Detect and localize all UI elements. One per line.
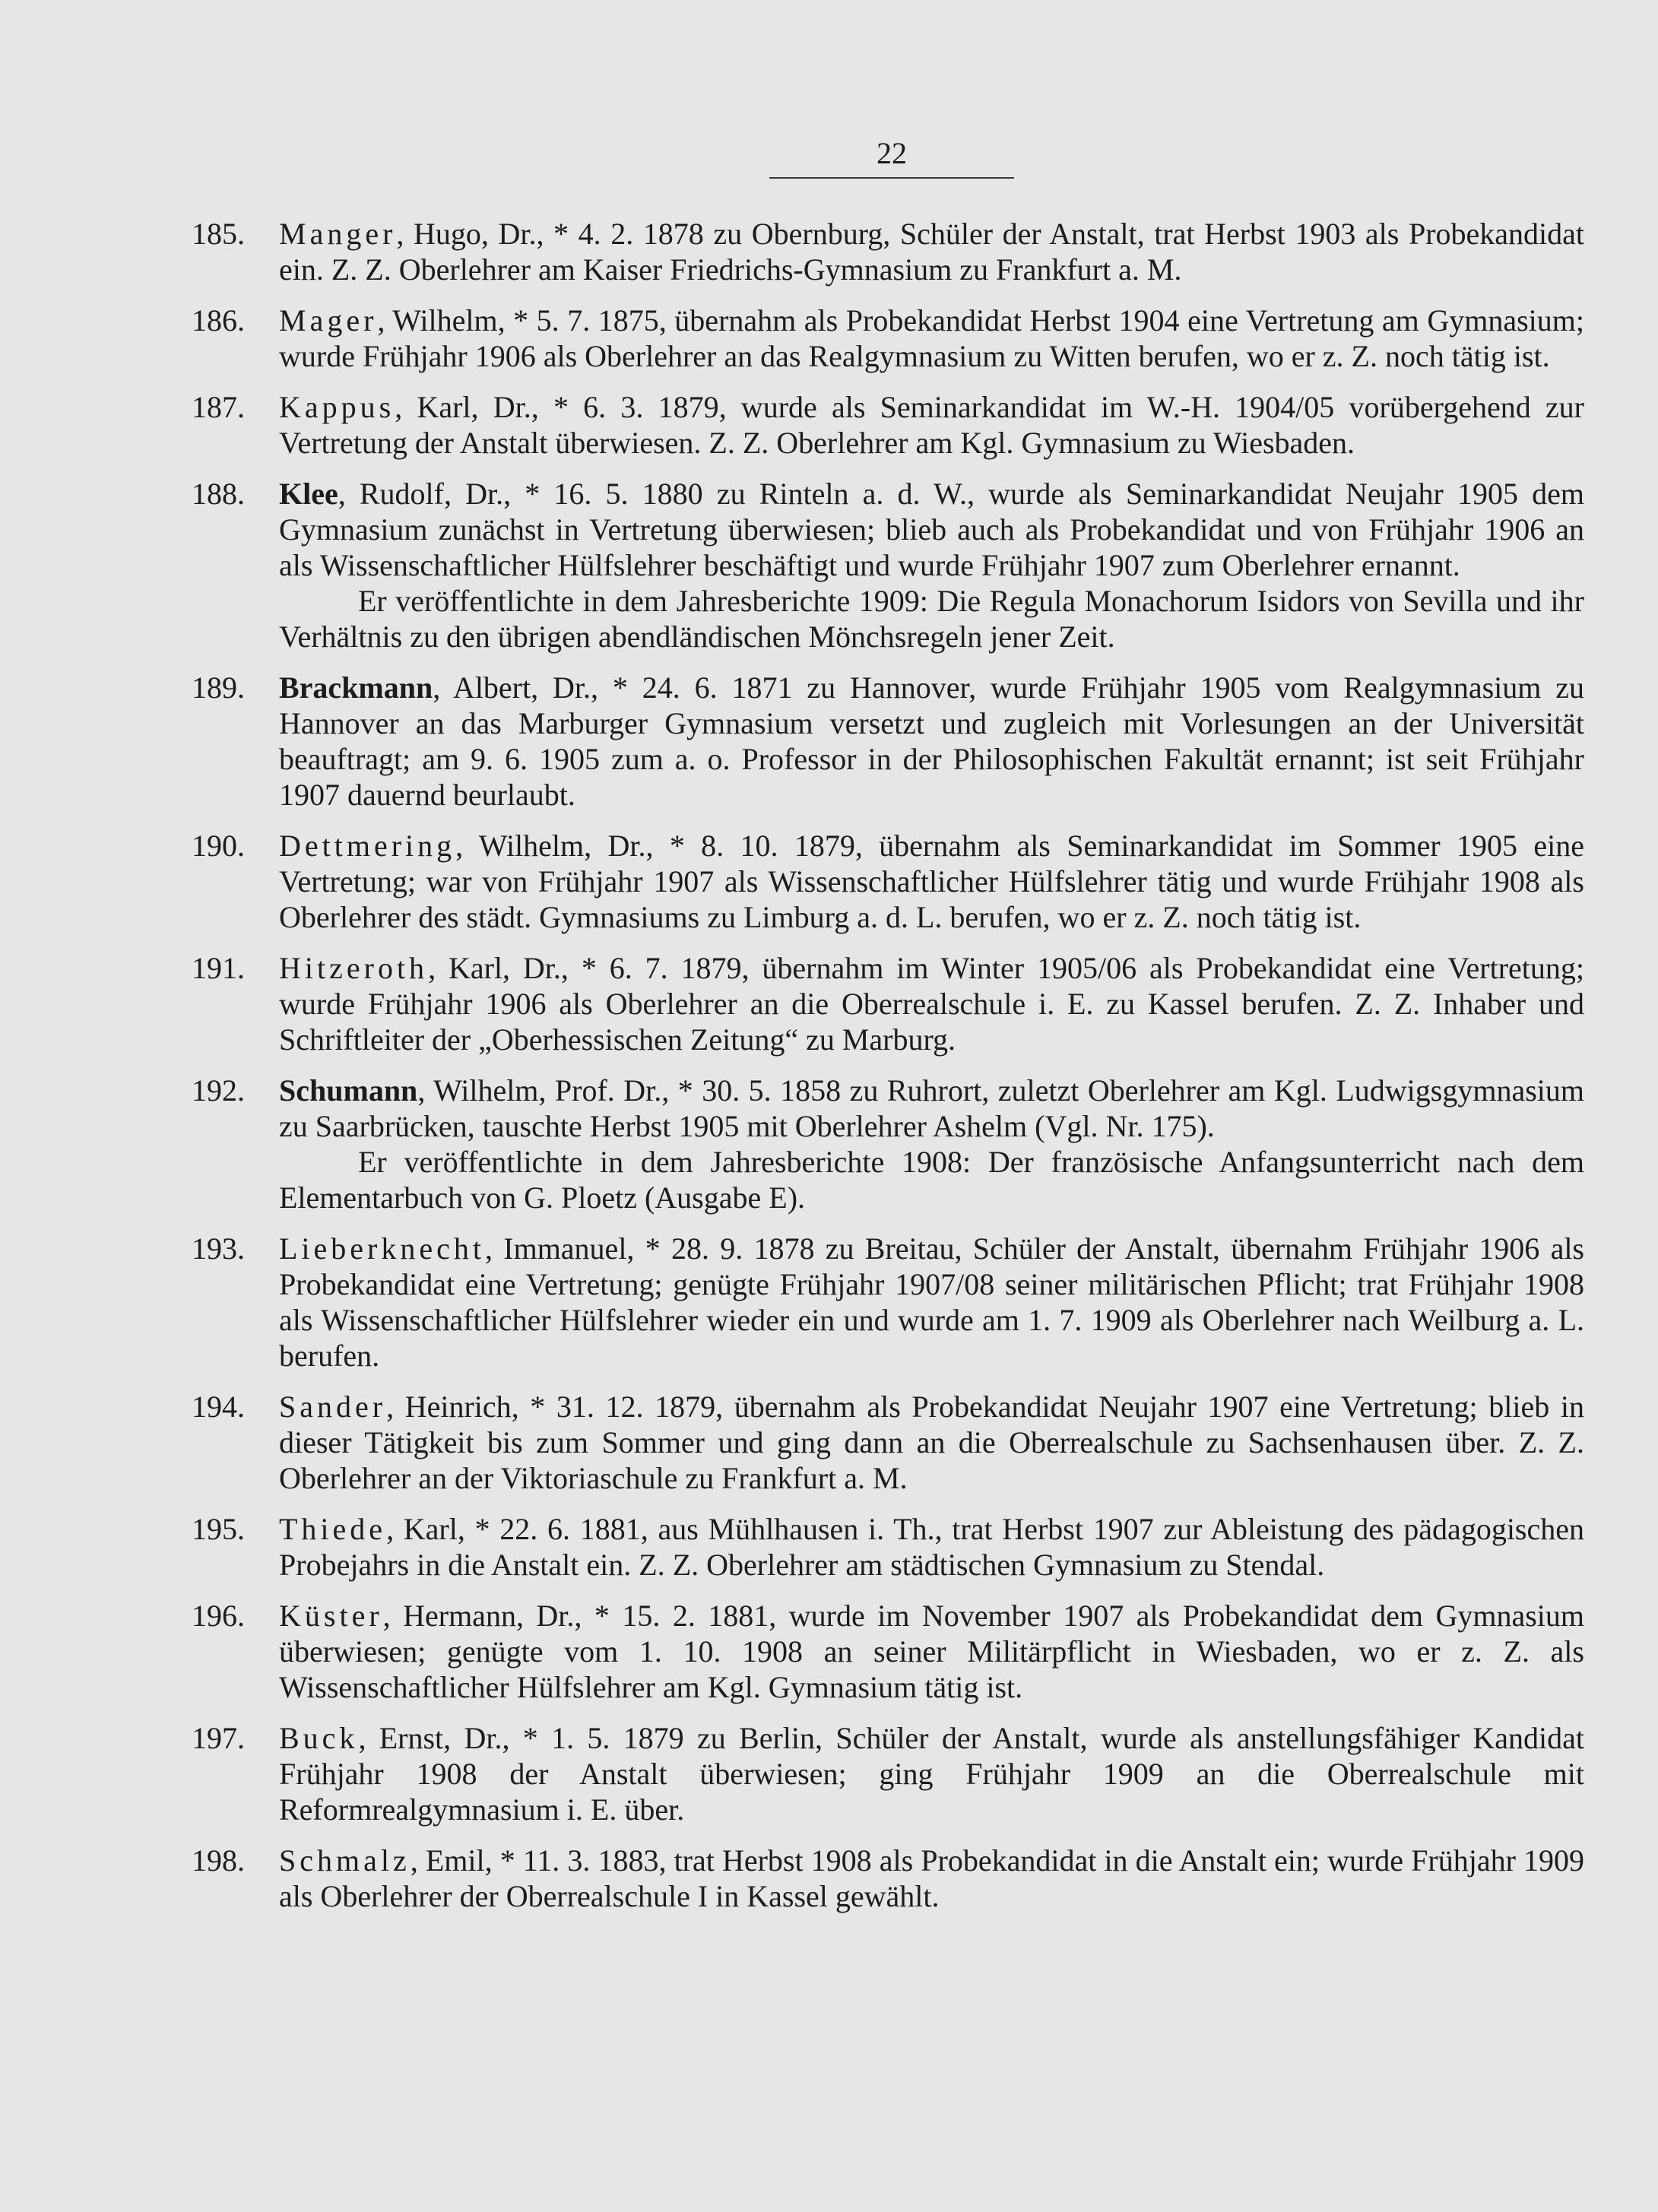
person-name: Küster [279, 1599, 383, 1633]
entry [192, 1511, 1584, 1583]
entry-number: 190. [192, 829, 245, 863]
entry-paragraph [279, 1720, 1584, 1827]
entry-body [279, 1720, 1584, 1827]
entry-paragraph [279, 1389, 1584, 1496]
entry-paragraph [279, 216, 1584, 287]
entry-body [279, 670, 1584, 813]
entry-text: , Karl, Dr., * 6. 3. 1879, wurde als Seminarkandidat im W.-H. 1904/05 vorübergehend zur Vertretung der Anstalt überwiesen. Z. Z. Oberlehrer am Kgl. Gymnasium zu Wiesbaden. [279, 390, 1584, 460]
entry-publication-note: Er veröffentlichte in dem Jahresberichte 1908: Der französische Anfangsunterricht nach dem Elementarbuch von G. Ploetz (Ausgabe E). [279, 1145, 1584, 1215]
entry-paragraph [279, 1511, 1584, 1583]
person-name: Klee [279, 477, 338, 511]
entry-number: 198. [192, 1843, 245, 1878]
entry-body [279, 303, 1584, 374]
entry-body [279, 1073, 1584, 1215]
entry-body [279, 1231, 1584, 1374]
entry-paragraph [279, 1598, 1584, 1705]
entry-text: , Albert, Dr., * 24. 6. 1871 zu Hannover, wurde Frühjahr 1905 vom Realgymnasium zu Hannover an das Marburger Gymnasium versetzt und zugleich mit Vorlesungen an der Universität beauftragt; am 9. 6. 1905 zum a. o. Professor in der Philosophischen Fakultät ernannt; ist seit Frühjahr 1907 dauernd beurlaubt. [279, 670, 1584, 812]
entry-text: , Emil, * 11. 3. 1883, trat Herbst 1908 als Probekandidat in die Anstalt ein; wurde Frühjahr 1909 als Oberlehrer der Oberrealschule I in Kassel gewählt. [279, 1843, 1584, 1913]
entry-paragraph [279, 1231, 1584, 1374]
entry-number: 185. [192, 217, 245, 251]
entry [192, 476, 1584, 654]
entry [192, 1598, 1584, 1705]
entry-paragraph [279, 950, 1584, 1057]
entry [192, 303, 1584, 374]
person-name: Sander [279, 1390, 387, 1424]
page-number: 22 [877, 136, 907, 170]
person-name: Buck [279, 1721, 359, 1755]
person-name: Lieberknecht [279, 1231, 485, 1266]
person-name: Schmalz [279, 1843, 411, 1878]
entry-text: , Hermann, Dr., * 15. 2. 1881, wurde im November 1907 als Probekandidat dem Gymnasium überwiesen; genügte vom 1. 10. 1908 an seiner Militärpflicht in Wiesbaden, wo er z. Z. als Wissenschaftlicher Hülfslehrer am Kgl. Gymnasium tätig ist. [279, 1599, 1584, 1704]
entry-number: 189. [192, 670, 245, 705]
entry-paragraph [279, 303, 1584, 374]
entry-publication-note: Er veröffentlichte in dem Jahresberichte 1909: Die Regula Monachorum Isidors von Sevilla und ihr Verhältnis zu den übrigen abendländischen Mönchsregeln jener Zeit. [279, 584, 1584, 654]
person-name: Hitzeroth [279, 951, 429, 985]
entry-paragraph [279, 670, 1584, 813]
entry-body [279, 1511, 1584, 1583]
person-name: Thiede [279, 1512, 387, 1546]
entry-number: 195. [192, 1512, 245, 1546]
entry-body [279, 950, 1584, 1057]
person-name: Schumann [279, 1073, 418, 1108]
entry-paragraph [279, 1843, 1584, 1914]
entry [192, 1231, 1584, 1374]
entry-text: , Immanuel, * 28. 9. 1878 zu Breitau, Schüler der Anstalt, übernahm Frühjahr 1906 als Probekandidat eine Vertretung; genügte Frühjahr 1907/08 seiner militärischen Pflicht; trat Frühjahr 1908 als Wissenschaftlicher Hülfslehrer wieder ein und wurde am 1. 7. 1909 als Oberlehrer nach Weilburg a. L. berufen. [279, 1231, 1584, 1373]
header-rule [769, 177, 1014, 179]
entry-text: , Ernst, Dr., * 1. 5. 1879 zu Berlin, Schüler der Anstalt, wurde als anstellungsfähiger Kandidat Frühjahr 1908 der Anstalt überwiesen; ging Frühjahr 1909 an die Oberrealschule mit Reformrealgymnasium i. E. über. [279, 1721, 1584, 1827]
entry-number: 192. [192, 1073, 245, 1108]
entry-list [192, 216, 1584, 1929]
entry-number: 191. [192, 951, 245, 985]
entry-number: 188. [192, 477, 245, 511]
entry-text: , Karl, Dr., * 6. 7. 1879, übernahm im Winter 1905/06 als Probekandidat eine Vertretung; wurde Frühjahr 1906 als Oberlehrer an die Oberrealschule i. E. zu Kassel berufen. Z. Z. Inhaber und Schriftleiter der „Oberhessischen Zeitung“ zu Marburg. [279, 951, 1584, 1057]
entry-number: 186. [192, 303, 245, 338]
entry [192, 828, 1584, 935]
person-name: Mager [279, 303, 378, 338]
entry [192, 950, 1584, 1057]
entry-body [279, 828, 1584, 935]
entry-number: 194. [192, 1390, 245, 1424]
entry-body [279, 389, 1584, 461]
entry-body [279, 216, 1584, 287]
entry [192, 389, 1584, 461]
entry-text: , Rudolf, Dr., * 16. 5. 1880 zu Rinteln a. d. W., wurde als Seminarkandidat Neujahr 1905 dem Gymnasium zunächst in Vertretung überwiesen; blieb auch als Probekandidat und von Frühjahr 1906 an als Wissenschaftlicher Hülfslehrer beschäftigt und wurde Frühjahr 1907 zum Oberlehrer ernannt. [279, 477, 1584, 582]
entry [192, 1389, 1584, 1496]
entry [192, 670, 1584, 813]
entry [192, 1073, 1584, 1215]
entry-text: , Hugo, Dr., * 4. 2. 1878 zu Obernburg, Schüler der Anstalt, trat Herbst 1903 als Probekandidat ein. Z. Z. Oberlehrer am Kaiser Friedrichs-Gymnasium zu Frankfurt a. M. [279, 217, 1584, 287]
entry-body [279, 476, 1584, 654]
entry-text: , Karl, * 22. 6. 1881, aus Mühlhausen i. Th., trat Herbst 1907 zur Ableistung des pädagogischen Probejahrs in die Anstalt ein. Z. Z. Oberlehrer am städtischen Gymnasium zu Stendal. [279, 1512, 1584, 1582]
entry-text: , Heinrich, * 31. 12. 1879, übernahm als Probekandidat Neujahr 1907 eine Vertretung; blieb in dieser Tätigkeit bis zum Sommer und ging dann an die Oberrealschule zu Sachsenhausen über. Z. Z. Oberlehrer an der Viktoriaschule zu Frankfurt a. M. [279, 1390, 1584, 1495]
entry-text: , Wilhelm, Prof. Dr., * 30. 5. 1858 zu Ruhrort, zuletzt Oberlehrer am Kgl. Ludwigsgymnasium zu Saarbrücken, tauschte Herbst 1905 mit Oberlehrer Ashelm (Vgl. Nr. 175). [279, 1073, 1584, 1143]
person-name: Dettmering [279, 829, 456, 863]
entry-body [279, 1598, 1584, 1705]
entry-number: 197. [192, 1721, 245, 1755]
entry-paragraph [279, 828, 1584, 935]
entry-paragraph [279, 389, 1584, 461]
person-name: Kappus [279, 390, 395, 424]
entry-body [279, 1843, 1584, 1914]
entry-number: 196. [192, 1599, 245, 1633]
entry-paragraph [279, 1073, 1584, 1144]
entry [192, 1720, 1584, 1827]
person-name: Brackmann [279, 670, 433, 705]
entry-number: 187. [192, 390, 245, 424]
entry-number: 193. [192, 1231, 245, 1266]
entry [192, 216, 1584, 287]
person-name: Manger [279, 217, 397, 251]
entry-text: , Wilhelm, * 5. 7. 1875, übernahm als Probekandidat Herbst 1904 eine Vertretung am Gymnasium; wurde Frühjahr 1906 als Oberlehrer an das Realgymnasium zu Witten berufen, wo er z. Z. noch tätig ist. [279, 303, 1584, 373]
entry-body [279, 1389, 1584, 1496]
entry [192, 1843, 1584, 1914]
entry-text: , Wilhelm, Dr., * 8. 10. 1879, übernahm als Seminarkandidat im Sommer 1905 eine Vertretung; war von Frühjahr 1907 als Wissenschaftlicher Hülfslehrer tätig und wurde Frühjahr 1908 als Oberlehrer des städt. Gymnasiums zu Limburg a. d. L. berufen, wo er z. Z. noch tätig ist. [279, 829, 1584, 934]
entry-paragraph [279, 476, 1584, 583]
